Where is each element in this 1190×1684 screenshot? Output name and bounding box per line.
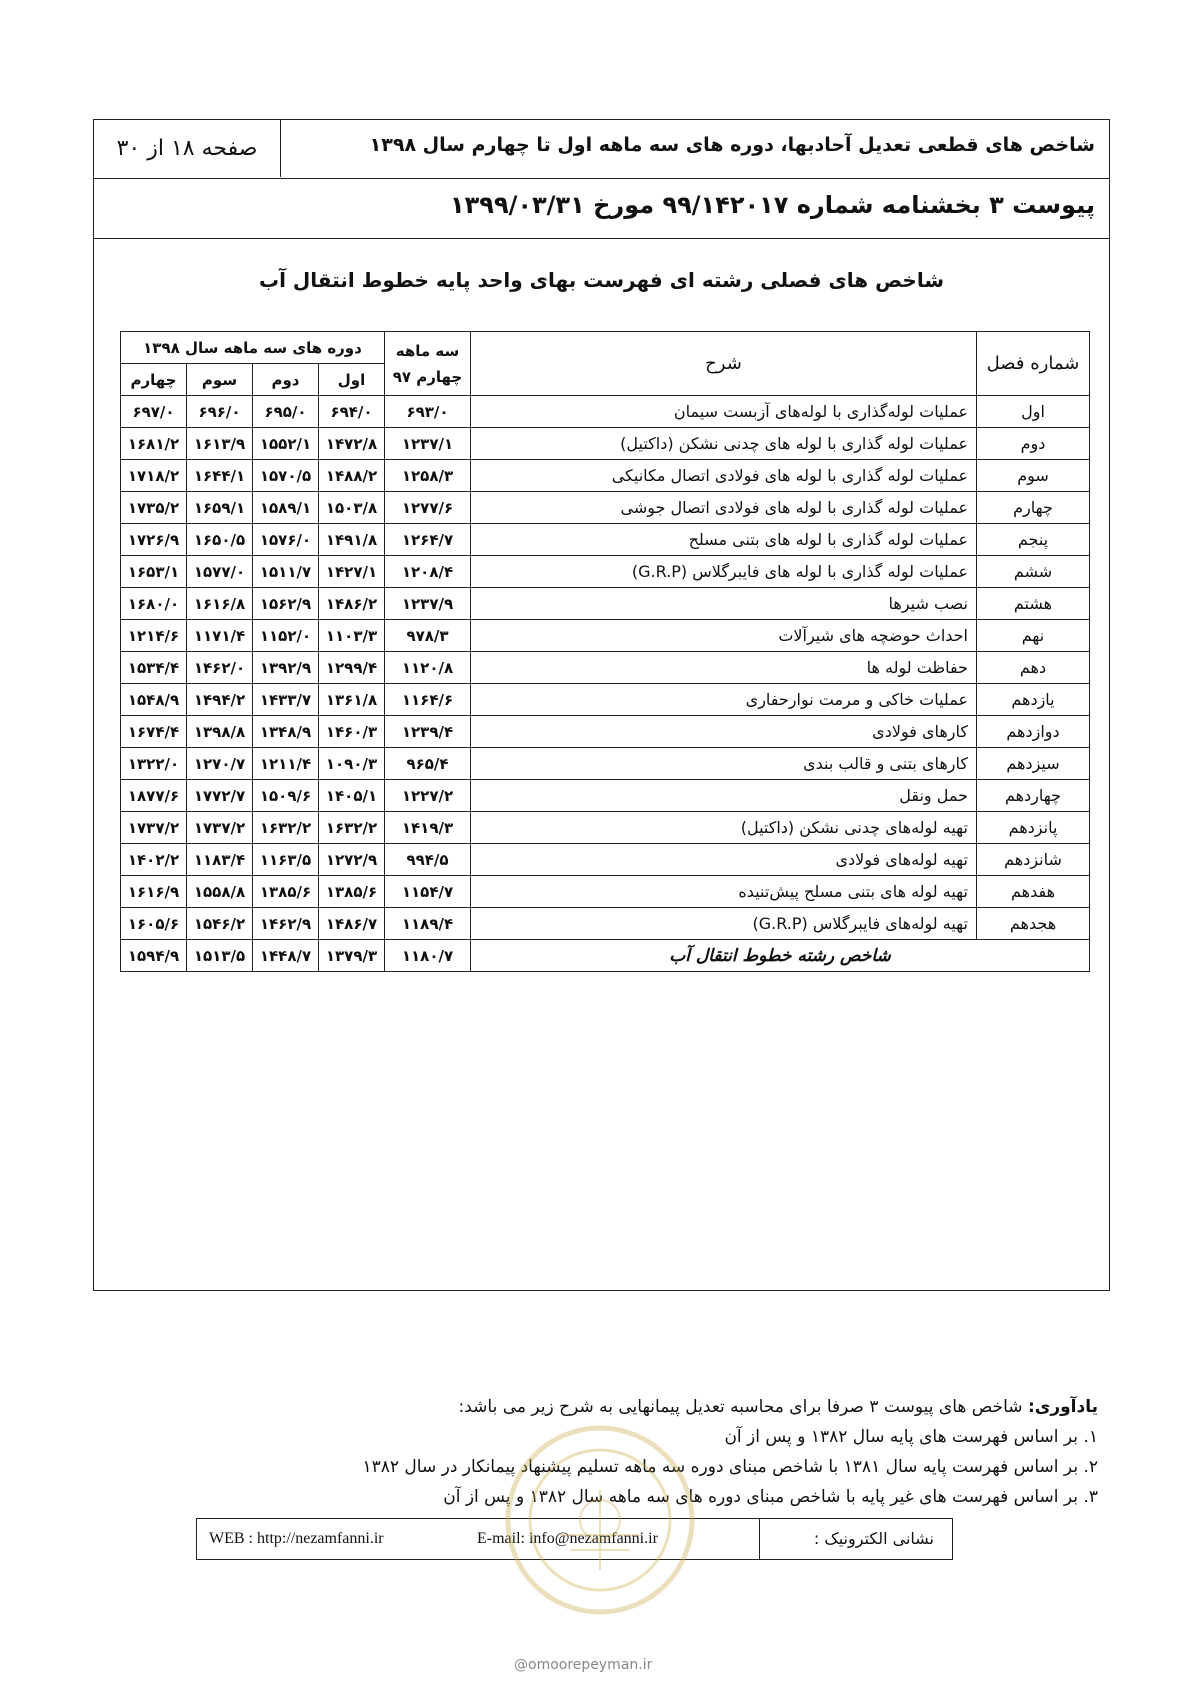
table-row — [121, 460, 1090, 492]
circular-reference: پیوست ۳ بخشنامه شماره ۹۹/۱۴۲۰۱۷ مورخ ۱۳۹۹/۰۳/۳۱ — [450, 191, 1095, 219]
q4-97-cell: ۹۷۸/۳ — [385, 620, 471, 652]
period-4-cell: ۱۵۳۴/۴ — [121, 652, 187, 684]
period-1-cell: ۱۰۹۰/۳ — [319, 748, 385, 780]
q4-97-cell: ۱۱۸۹/۴ — [385, 908, 471, 940]
period-3-cell: ۱۵۴۶/۲ — [187, 908, 253, 940]
notes-item: ۳. بر اساس فهرست های غیر پایه با شاخص مبنای دوره های سه ماهه سال ۱۳۸۲ و پس از آن — [443, 1487, 1098, 1507]
chapter-cell: دوازدهم — [977, 716, 1090, 748]
period-1-cell: ۱۴۷۲/۸ — [319, 428, 385, 460]
period-2-cell: ۱۲۱۱/۴ — [253, 748, 319, 780]
chapter-cell: چهاردهم — [977, 780, 1090, 812]
page-frame — [93, 119, 1110, 1291]
period-4-cell: ۱۶۱۶/۹ — [121, 876, 187, 908]
header-period-2: دوم — [253, 364, 319, 396]
period-1-cell: ۶۹۴/۰ — [319, 396, 385, 428]
page-number: صفحه ۱۸ از ۳۰ — [94, 120, 281, 177]
q4-97-cell: ۱۲۳۷/۹ — [385, 588, 471, 620]
period-4-cell: ۱۶۰۵/۶ — [121, 908, 187, 940]
watermark-text: @omoorepeyman.ir — [514, 1657, 653, 1673]
index-table — [120, 331, 1090, 972]
table-row — [121, 652, 1090, 684]
description-cell: حفاظت لوله ها — [471, 652, 977, 684]
period-3-cell: ۱۵۵۸/۸ — [187, 876, 253, 908]
period-1-cell: ۱۱۰۳/۳ — [319, 620, 385, 652]
period-2-cell: ۶۹۵/۰ — [253, 396, 319, 428]
period-3-cell: ۱۶۵۹/۱ — [187, 492, 253, 524]
total-q97: ۱۱۸۰/۷ — [385, 940, 471, 972]
period-1-cell: ۱۴۰۵/۱ — [319, 780, 385, 812]
notes-item: ۲. بر اساس فهرست پایه سال ۱۳۸۱ با شاخص مبنای دوره سه ماهه تسلیم پیشنهاد پیمانکار در سال ۱۳۸۲ — [362, 1457, 1098, 1477]
chapter-cell: چهارم — [977, 492, 1090, 524]
period-1-cell: ۱۲۹۹/۴ — [319, 652, 385, 684]
table-row — [121, 716, 1090, 748]
period-4-cell: ۱۶۸۰/۰ — [121, 588, 187, 620]
table-row — [121, 748, 1090, 780]
period-2-cell: ۱۵۰۹/۶ — [253, 780, 319, 812]
period-4-cell: ۱۷۳۵/۲ — [121, 492, 187, 524]
table-row — [121, 620, 1090, 652]
total-p4: ۱۵۹۴/۹ — [121, 940, 187, 972]
q4-97-cell: ۱۲۲۷/۲ — [385, 780, 471, 812]
period-1-cell: ۱۲۷۲/۹ — [319, 844, 385, 876]
period-4-cell: ۱۷۳۷/۲ — [121, 812, 187, 844]
header-q4-97 — [385, 332, 471, 396]
period-2-cell: ۱۱۶۳/۵ — [253, 844, 319, 876]
period-4-cell: ۱۴۰۲/۲ — [121, 844, 187, 876]
period-1-cell: ۱۴۹۱/۸ — [319, 524, 385, 556]
header-period-1: اول — [319, 364, 385, 396]
table-row — [121, 684, 1090, 716]
table-row — [121, 428, 1090, 460]
period-2-cell: ۱۵۷۶/۰ — [253, 524, 319, 556]
description-cell: تهیه لوله های بتنی مسلح پیش‌تنیده — [471, 876, 977, 908]
header-period-group: دوره های سه ماهه سال ۱۳۹۸ — [121, 332, 385, 364]
table-row — [121, 908, 1090, 940]
period-3-cell: ۱۶۱۳/۹ — [187, 428, 253, 460]
chapter-cell: شانزدهم — [977, 844, 1090, 876]
period-4-cell: ۱۶۷۴/۴ — [121, 716, 187, 748]
description-cell: تهیه لوله‌های فایبرگلاس (G.R.P) — [471, 908, 977, 940]
description-cell: حمل ونقل — [471, 780, 977, 812]
period-1-cell: ۱۴۸۶/۷ — [319, 908, 385, 940]
total-p2: ۱۴۴۸/۷ — [253, 940, 319, 972]
period-3-cell: ۱۲۷۰/۷ — [187, 748, 253, 780]
header-description: شرح — [471, 332, 977, 396]
contact-label: نشانی الکترونیک : — [759, 1519, 952, 1559]
period-2-cell: ۱۵۱۱/۷ — [253, 556, 319, 588]
table-row — [121, 396, 1090, 428]
period-2-cell: ۱۴۳۳/۷ — [253, 684, 319, 716]
description-cell: عملیات لوله گذاری با لوله های بتنی مسلح — [471, 524, 977, 556]
period-1-cell: ۱۴۸۶/۲ — [319, 588, 385, 620]
document-title: شاخص های قطعی تعدیل آحادبها، دوره های سه ماهه اول تا چهارم سال ۱۳۹۸ — [369, 134, 1095, 156]
circular-row — [94, 179, 1109, 239]
period-1-cell: ۱۳۶۱/۸ — [319, 684, 385, 716]
q4-97-cell: ۱۲۰۸/۴ — [385, 556, 471, 588]
table-row — [121, 588, 1090, 620]
period-4-cell: ۱۷۲۶/۹ — [121, 524, 187, 556]
total-label: شاخص رشته خطوط انتقال آب — [471, 940, 1090, 972]
header-q4-97-line2: چهارم ۹۷ — [392, 367, 463, 386]
chapter-cell: سوم — [977, 460, 1090, 492]
header-period-3: سوم — [187, 364, 253, 396]
chapter-cell: ششم — [977, 556, 1090, 588]
period-1-cell: ۱۴۸۸/۲ — [319, 460, 385, 492]
period-2-cell: ۱۶۳۲/۲ — [253, 812, 319, 844]
period-3-cell: ۱۴۶۲/۰ — [187, 652, 253, 684]
period-3-cell: ۶۹۶/۰ — [187, 396, 253, 428]
header-row — [94, 120, 1109, 179]
period-3-cell: ۱۶۱۶/۸ — [187, 588, 253, 620]
q4-97-cell: ۱۲۳۷/۱ — [385, 428, 471, 460]
description-cell: عملیات لوله گذاری با لوله های فولادی اتصال مکانیکی — [471, 460, 977, 492]
period-4-cell: ۱۲۱۴/۶ — [121, 620, 187, 652]
period-1-cell: ۱۴۲۷/۱ — [319, 556, 385, 588]
period-4-cell: ۶۹۷/۰ — [121, 396, 187, 428]
description-cell: عملیات لوله‌گذاری با لوله‌های آزبست سیمان — [471, 396, 977, 428]
period-2-cell: ۱۵۵۲/۱ — [253, 428, 319, 460]
chapter-cell: پنجم — [977, 524, 1090, 556]
table-row — [121, 524, 1090, 556]
notes-intro — [98, 1392, 1098, 1422]
seal-logo-icon — [500, 1420, 700, 1620]
period-1-cell: ۱۶۳۲/۲ — [319, 812, 385, 844]
q4-97-cell: ۱۴۱۹/۳ — [385, 812, 471, 844]
description-cell: احداث حوضچه های شیرآلات — [471, 620, 977, 652]
chapter-cell: دوم — [977, 428, 1090, 460]
period-1-cell: ۱۵۰۳/۸ — [319, 492, 385, 524]
period-3-cell: ۱۵۷۷/۰ — [187, 556, 253, 588]
notes-item: ۱. بر اساس فهرست های پایه سال ۱۳۸۲ و پس از آن — [724, 1427, 1098, 1447]
period-3-cell: ۱۷۳۷/۲ — [187, 812, 253, 844]
description-cell: عملیات لوله گذاری با لوله های فولادی اتصال جوشی — [471, 492, 977, 524]
description-cell: نصب شیرها — [471, 588, 977, 620]
period-4-cell: ۱۶۵۳/۱ — [121, 556, 187, 588]
q4-97-cell: ۱۲۷۷/۶ — [385, 492, 471, 524]
header-q4-97-line1: سه ماهه — [395, 341, 460, 360]
period-3-cell: ۱۱۸۳/۴ — [187, 844, 253, 876]
period-4-cell: ۱۵۴۸/۹ — [121, 684, 187, 716]
period-2-cell: ۱۵۶۲/۹ — [253, 588, 319, 620]
description-cell: تهیه لوله‌های چدنی نشکن (داکتیل) — [471, 812, 977, 844]
web-link[interactable]: WEB : http://nezamfanni.ir — [209, 1530, 384, 1547]
q4-97-cell: ۱۲۵۸/۳ — [385, 460, 471, 492]
period-2-cell: ۱۵۸۹/۱ — [253, 492, 319, 524]
header-chapter: شماره فصل — [977, 332, 1090, 396]
notes-label: یادآوری: — [1027, 1397, 1098, 1417]
total-p3: ۱۵۱۳/۵ — [187, 940, 253, 972]
chapter-cell: دهم — [977, 652, 1090, 684]
table-title: شاخص های فصلی رشته ای فهرست بهای واحد پایه خطوط انتقال آب — [258, 268, 945, 292]
table-row — [121, 492, 1090, 524]
period-2-cell: ۱۱۵۲/۰ — [253, 620, 319, 652]
period-2-cell: ۱۵۷۰/۵ — [253, 460, 319, 492]
total-row — [121, 940, 1090, 972]
description-cell: عملیات لوله گذاری با لوله های چدنی نشکن (داکتیل) — [471, 428, 977, 460]
period-4-cell: ۱۶۸۱/۲ — [121, 428, 187, 460]
table-row — [121, 556, 1090, 588]
period-4-cell: ۱۳۲۲/۰ — [121, 748, 187, 780]
chapter-cell: هشتم — [977, 588, 1090, 620]
header-period-4: چهارم — [121, 364, 187, 396]
q4-97-cell: ۹۹۴/۵ — [385, 844, 471, 876]
period-3-cell: ۱۶۴۴/۱ — [187, 460, 253, 492]
chapter-cell: هفدهم — [977, 876, 1090, 908]
period-3-cell: ۱۱۷۱/۴ — [187, 620, 253, 652]
description-cell: تهیه لوله‌های فولادی — [471, 844, 977, 876]
chapter-cell: هجدهم — [977, 908, 1090, 940]
description-cell: کارهای بتنی و قالب بندی — [471, 748, 977, 780]
q4-97-cell: ۶۹۳/۰ — [385, 396, 471, 428]
period-3-cell: ۱۶۵۰/۵ — [187, 524, 253, 556]
period-3-cell: ۱۳۹۸/۸ — [187, 716, 253, 748]
q4-97-cell: ۱۲۳۹/۴ — [385, 716, 471, 748]
notes-intro-text: شاخص های پیوست ۳ صرفا برای محاسبه تعدیل پیمانهایی به شرح زیر می باشد: — [458, 1397, 1023, 1417]
chapter-cell: پانزدهم — [977, 812, 1090, 844]
period-3-cell: ۱۴۹۴/۲ — [187, 684, 253, 716]
table-row — [121, 780, 1090, 812]
table-row — [121, 812, 1090, 844]
chapter-cell: سیزدهم — [977, 748, 1090, 780]
chapter-cell: نهم — [977, 620, 1090, 652]
q4-97-cell: ۱۲۶۴/۷ — [385, 524, 471, 556]
period-1-cell: ۱۴۶۰/۳ — [319, 716, 385, 748]
q4-97-cell: ۱۱۲۰/۸ — [385, 652, 471, 684]
chapter-cell: اول — [977, 396, 1090, 428]
period-2-cell: ۱۳۹۲/۹ — [253, 652, 319, 684]
period-2-cell: ۱۳۸۵/۶ — [253, 876, 319, 908]
description-cell: کارهای فولادی — [471, 716, 977, 748]
period-4-cell: ۱۷۱۸/۲ — [121, 460, 187, 492]
chapter-cell: یازدهم — [977, 684, 1090, 716]
description-cell: عملیات لوله گذاری با لوله های فایبرگلاس (G.R.P) — [471, 556, 977, 588]
table-row — [121, 844, 1090, 876]
period-2-cell: ۱۳۴۸/۹ — [253, 716, 319, 748]
period-2-cell: ۱۴۶۲/۹ — [253, 908, 319, 940]
period-4-cell: ۱۸۷۷/۶ — [121, 780, 187, 812]
description-cell: عملیات خاکی و مرمت نوارحفاری — [471, 684, 977, 716]
period-1-cell: ۱۳۸۵/۶ — [319, 876, 385, 908]
period-3-cell: ۱۷۷۲/۷ — [187, 780, 253, 812]
q4-97-cell: ۱۱۵۴/۷ — [385, 876, 471, 908]
table-row — [121, 876, 1090, 908]
total-p1: ۱۳۷۹/۳ — [319, 940, 385, 972]
q4-97-cell: ۱۱۶۴/۶ — [385, 684, 471, 716]
email-link[interactable]: E-mail: info@nezamfanni.ir — [477, 1530, 658, 1547]
q4-97-cell: ۹۶۵/۴ — [385, 748, 471, 780]
